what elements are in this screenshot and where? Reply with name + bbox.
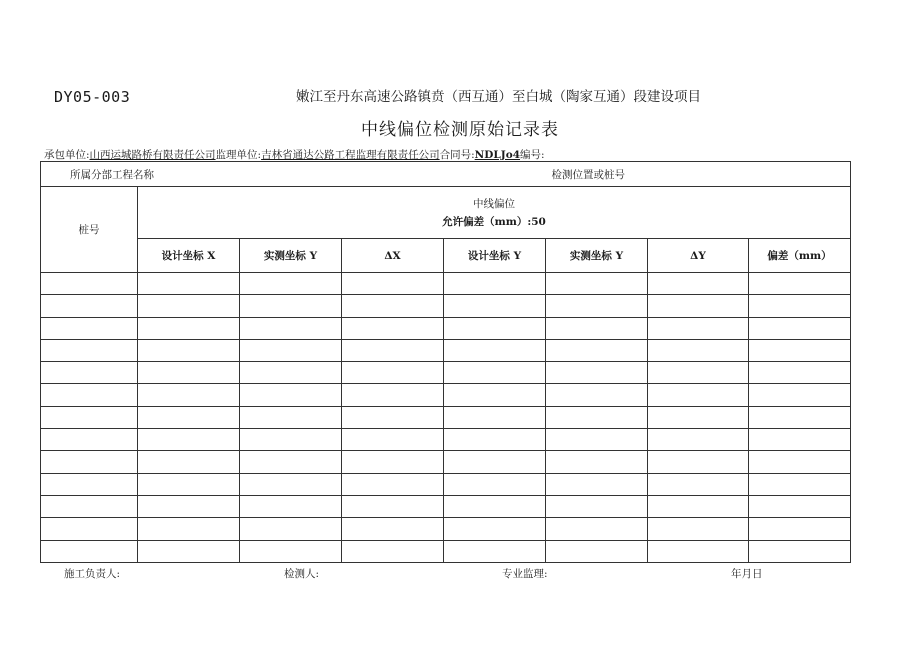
table-cell[interactable] [138, 518, 240, 540]
table-cell[interactable] [240, 406, 342, 428]
table-row [41, 384, 851, 406]
table-cell[interactable] [648, 473, 749, 495]
number-label: 编号: [520, 149, 545, 161]
table-cell[interactable] [138, 406, 240, 428]
project-name: 嫩江至丹东高速公路镇贲（西互通）至白城（陶家互通）段建设项目 [296, 89, 701, 105]
column-header-row [41, 239, 851, 273]
table-cell[interactable] [546, 362, 648, 384]
supervisor-value: 吉林省通达公路工程监理有限责任公司 [261, 149, 440, 161]
table-cell[interactable] [648, 518, 749, 540]
record-table [40, 161, 851, 563]
table-cell[interactable] [138, 495, 240, 517]
table-cell[interactable] [138, 362, 240, 384]
table-cell[interactable] [41, 518, 138, 540]
page-title: 中线偏位检测原始记录表 [361, 120, 559, 140]
col-delta-y: ΔY [648, 239, 749, 273]
table-cell[interactable] [648, 406, 749, 428]
col-measured-y-1: 实测坐标 Y [240, 239, 342, 273]
table-cell[interactable] [342, 406, 444, 428]
table-cell[interactable] [749, 518, 851, 540]
table-cell[interactable] [546, 273, 648, 295]
table-cell[interactable] [546, 495, 648, 517]
table-cell[interactable] [138, 540, 240, 562]
table-cell[interactable] [342, 362, 444, 384]
table-cell[interactable] [648, 540, 749, 562]
inspector-label: 检测人: [284, 568, 320, 580]
table-cell[interactable] [546, 339, 648, 361]
contractor-label: 承包单位: [44, 149, 90, 161]
table-cell[interactable] [648, 495, 749, 517]
table-row [41, 451, 851, 473]
station-label: 桩号 [41, 187, 138, 273]
table-cell[interactable] [41, 273, 138, 295]
table-cell[interactable] [444, 451, 546, 473]
col-measured-y-2: 实测坐标 Y [546, 239, 648, 273]
table-cell[interactable] [749, 384, 851, 406]
table-cell[interactable] [342, 518, 444, 540]
table-cell[interactable] [41, 429, 138, 451]
table-cell[interactable] [444, 406, 546, 428]
table-cell[interactable] [444, 473, 546, 495]
table-cell[interactable] [240, 273, 342, 295]
group-header-row [41, 187, 851, 239]
table-cell[interactable] [41, 540, 138, 562]
table-cell[interactable] [444, 317, 546, 339]
table-cell[interactable] [546, 429, 648, 451]
date-label: 年月日 [731, 568, 763, 580]
table-cell[interactable] [546, 317, 648, 339]
table-row [41, 362, 851, 384]
table-cell[interactable] [749, 540, 851, 562]
table-cell[interactable] [41, 406, 138, 428]
table-cell[interactable] [138, 429, 240, 451]
table-cell[interactable] [240, 362, 342, 384]
table-cell[interactable] [41, 317, 138, 339]
table-cell[interactable] [749, 495, 851, 517]
table-cell[interactable] [240, 473, 342, 495]
table-cell[interactable] [648, 429, 749, 451]
sub-project-label: 所属分部工程名称 [41, 162, 444, 187]
group-title: 中线偏位 [473, 197, 515, 210]
table-cell[interactable] [138, 339, 240, 361]
col-delta-x: ΔX [342, 239, 444, 273]
construction-lead-label: 施工负责人: [64, 568, 121, 580]
table-cell[interactable] [749, 295, 851, 317]
table-cell[interactable] [41, 495, 138, 517]
table-cell[interactable] [749, 473, 851, 495]
table-cell[interactable] [342, 540, 444, 562]
table-cell[interactable] [240, 518, 342, 540]
table-cell[interactable] [444, 518, 546, 540]
table-cell[interactable] [240, 451, 342, 473]
table-cell[interactable] [444, 429, 546, 451]
table-cell[interactable] [41, 451, 138, 473]
table-cell[interactable] [138, 317, 240, 339]
table-cell[interactable] [342, 317, 444, 339]
table-cell[interactable] [648, 384, 749, 406]
col-design-y: 设计坐标 Y [444, 239, 546, 273]
table-cell[interactable] [342, 495, 444, 517]
table-cell[interactable] [749, 317, 851, 339]
table-cell[interactable] [138, 451, 240, 473]
table-cell[interactable] [444, 495, 546, 517]
table-cell[interactable] [749, 429, 851, 451]
table-cell[interactable] [648, 339, 749, 361]
table-cell[interactable] [749, 339, 851, 361]
table-cell[interactable] [41, 295, 138, 317]
table-cell[interactable] [240, 495, 342, 517]
table-cell[interactable] [546, 540, 648, 562]
table-cell[interactable] [41, 473, 138, 495]
table-cell[interactable] [749, 362, 851, 384]
contractor-value: 山西运城路桥有限责任公司 [89, 149, 216, 161]
table-cell[interactable] [546, 406, 648, 428]
table-cell[interactable] [342, 429, 444, 451]
table-row [41, 339, 851, 361]
table-row [41, 295, 851, 317]
table-cell[interactable] [648, 273, 749, 295]
table-row [41, 495, 851, 517]
table-cell[interactable] [546, 451, 648, 473]
table-cell[interactable] [342, 339, 444, 361]
table-cell[interactable] [342, 451, 444, 473]
table-cell[interactable] [240, 384, 342, 406]
table-cell[interactable] [240, 339, 342, 361]
table-cell[interactable] [546, 473, 648, 495]
table-cell[interactable] [648, 317, 749, 339]
table-row [41, 540, 851, 562]
table-cell[interactable] [342, 295, 444, 317]
tolerance-label: 允许偏差（mm）:50 [442, 215, 546, 228]
table-cell[interactable] [749, 273, 851, 295]
table-cell[interactable] [138, 295, 240, 317]
table-row [41, 429, 851, 451]
table-cell[interactable] [444, 339, 546, 361]
table-cell[interactable] [444, 540, 546, 562]
supervisor-sign-label: 专业监理: [502, 568, 548, 580]
table-cell[interactable] [444, 384, 546, 406]
table-cell[interactable] [444, 362, 546, 384]
table-cell[interactable] [648, 295, 749, 317]
form-code: DY05-003 [54, 88, 131, 106]
table-cell[interactable] [546, 518, 648, 540]
table-cell[interactable] [240, 429, 342, 451]
col-design-x: 设计坐标 X [138, 239, 240, 273]
table-cell[interactable] [342, 384, 444, 406]
table-row [41, 273, 851, 295]
table-cell[interactable] [41, 362, 138, 384]
table-cell[interactable] [240, 317, 342, 339]
location-label: 检测位置或桩号 [444, 162, 851, 187]
table-cell[interactable] [138, 473, 240, 495]
table-cell[interactable] [749, 451, 851, 473]
contract-label: 合同号: [439, 149, 475, 161]
table-row [41, 317, 851, 339]
table-cell[interactable] [138, 384, 240, 406]
col-deviation: 偏差（mm） [749, 239, 851, 273]
table-cell[interactable] [444, 273, 546, 295]
table-cell[interactable] [648, 362, 749, 384]
table-cell[interactable] [41, 384, 138, 406]
table-cell[interactable] [444, 295, 546, 317]
table-row [41, 473, 851, 495]
table-cell[interactable] [546, 384, 648, 406]
group-header [138, 187, 851, 239]
supervisor-label: 监理单位: [215, 149, 262, 161]
table-cell[interactable] [41, 339, 138, 361]
contract-value: NDLJo4 [474, 149, 521, 161]
table-cell[interactable] [342, 473, 444, 495]
table-row [41, 518, 851, 540]
info-line [44, 147, 545, 162]
table-cell[interactable] [546, 295, 648, 317]
table-cell[interactable] [138, 273, 240, 295]
table-cell[interactable] [749, 406, 851, 428]
table-cell[interactable] [240, 295, 342, 317]
table-cell[interactable] [648, 451, 749, 473]
table-header-row [41, 162, 851, 187]
table-cell[interactable] [342, 273, 444, 295]
table-row [41, 406, 851, 428]
table-cell[interactable] [240, 540, 342, 562]
